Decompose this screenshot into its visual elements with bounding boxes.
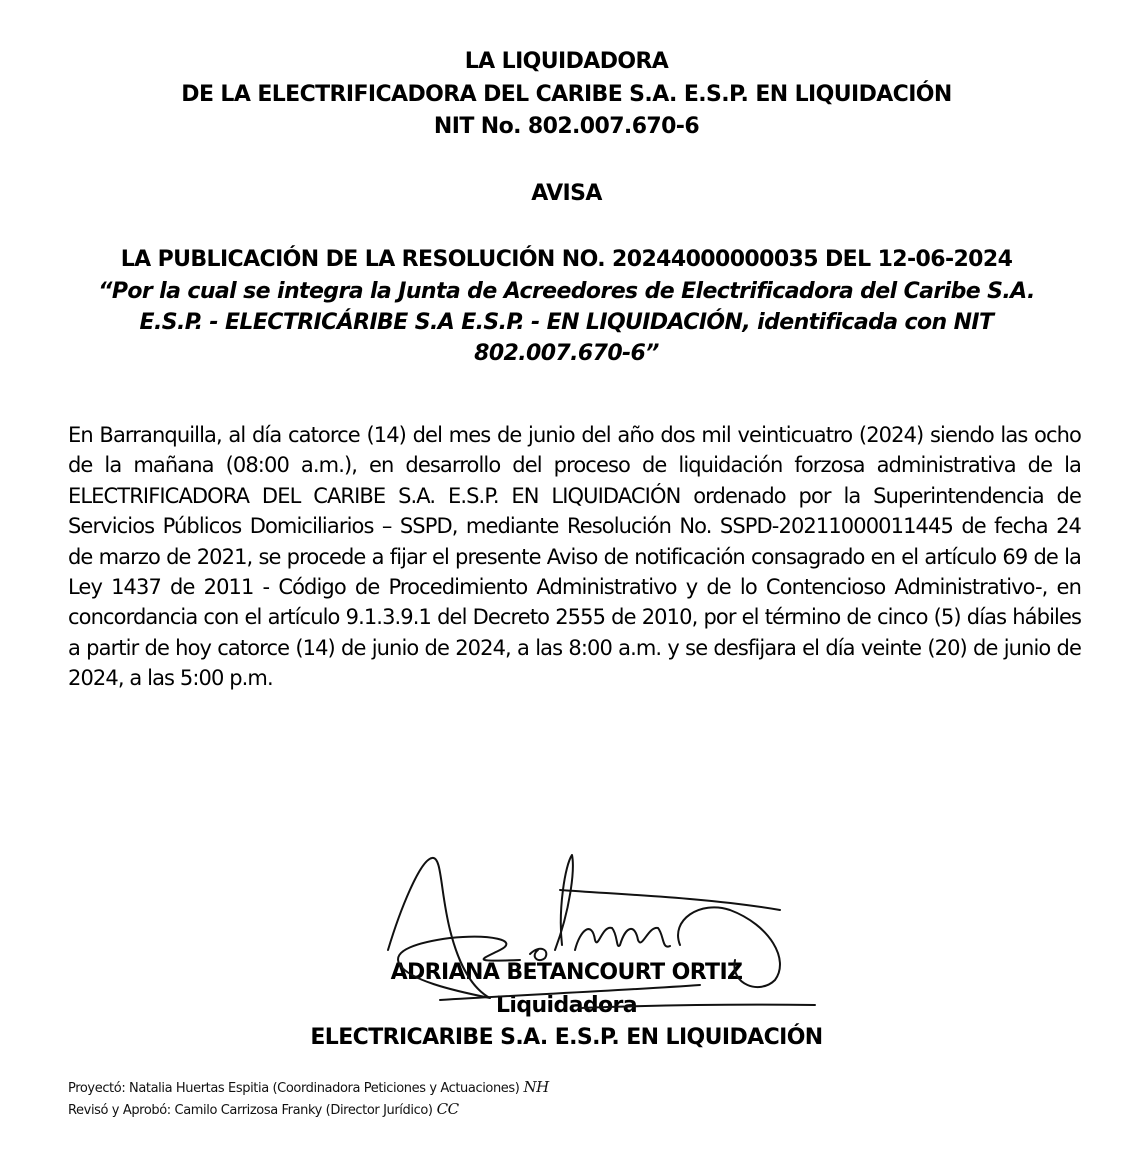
footer-reviewed-text: Revisó y Aprobó: Camilo Carrizosa Franky (Director Jurídico) bbox=[68, 1103, 433, 1118]
projected-initials-mark: NH bbox=[523, 1078, 549, 1096]
reviewed-initials-mark: CC bbox=[436, 1100, 459, 1118]
signer-role: Liquidadora bbox=[495, 993, 638, 1018]
signer-entity: ELECTRICARIBE S.A. E.S.P. EN LIQUIDACIÓN bbox=[310, 1025, 823, 1050]
notice-paragraph: En Barranquilla, al día catorce (14) del mes de junio del año dos mil veinticuatro (2024) siendo las ocho de la mañana (08:00 a.m.), en desarrollo del proceso de liquidación forzosa administrativa de la ELECTRIFICADORA DEL CARIBE S.A. E.S.P. EN LIQUIDACIÓN ordenado por la Superintendencia de Servicios Públicos Domiciliarios – SSPD, mediante Resolución No. SSPD-20211000011445 de fecha 24 de marzo de 2021, se procede a fijar el presente Aviso de notificación consagrado en el artículo 69 de la Ley 1437 de 2011 - Código de Procedimiento Administrativo y de lo Contencioso Administrativo-, en concordancia con el artículo 9.1.3.9.1 del Decreto 2555 de 2010, por el término de cinco (5) días hábiles a partir de hoy catorce (14) de junio de 2024, a las 8:00 a.m. y se desfijara el día veinte (20) de junio de 2024, a las 5:00 p.m. bbox=[68, 423, 1081, 691]
handwritten-signature bbox=[380, 850, 820, 1020]
header-title: LA LIQUIDADORA bbox=[464, 49, 669, 74]
resolution-subtitle-line3: 802.007.670-6” bbox=[474, 341, 659, 366]
resolution-subtitle-line2: E.S.P. - ELECTRICÁRIBE S.A E.S.P. - EN LIQUIDACIÓN, identificada con NIT bbox=[139, 310, 994, 335]
avisa-heading: AVISA bbox=[531, 181, 602, 206]
footer-projected-text: Proyectó: Natalia Huertas Espitia (Coordinadora Peticiones y Actuaciones) bbox=[68, 1081, 520, 1096]
footer-projected bbox=[68, 1076, 549, 1100]
resolution-title: LA PUBLICACIÓN DE LA RESOLUCIÓN NO. 20244000000035 DEL 12-06-2024 bbox=[120, 247, 1013, 272]
footer-reviewed bbox=[68, 1098, 459, 1122]
signer-name: ADRIANA BETANCOURT ORTIZ bbox=[390, 960, 743, 985]
header-entity: DE LA ELECTRIFICADORA DEL CARIBE S.A. E.S.P. EN LIQUIDACIÓN bbox=[181, 82, 952, 107]
resolution-subtitle-line1: “Por la cual se integra la Junta de Acreedores de Electrificadora del Caribe S.A. bbox=[98, 279, 1035, 304]
header-nit: NIT No. 802.007.670-6 bbox=[433, 114, 700, 139]
